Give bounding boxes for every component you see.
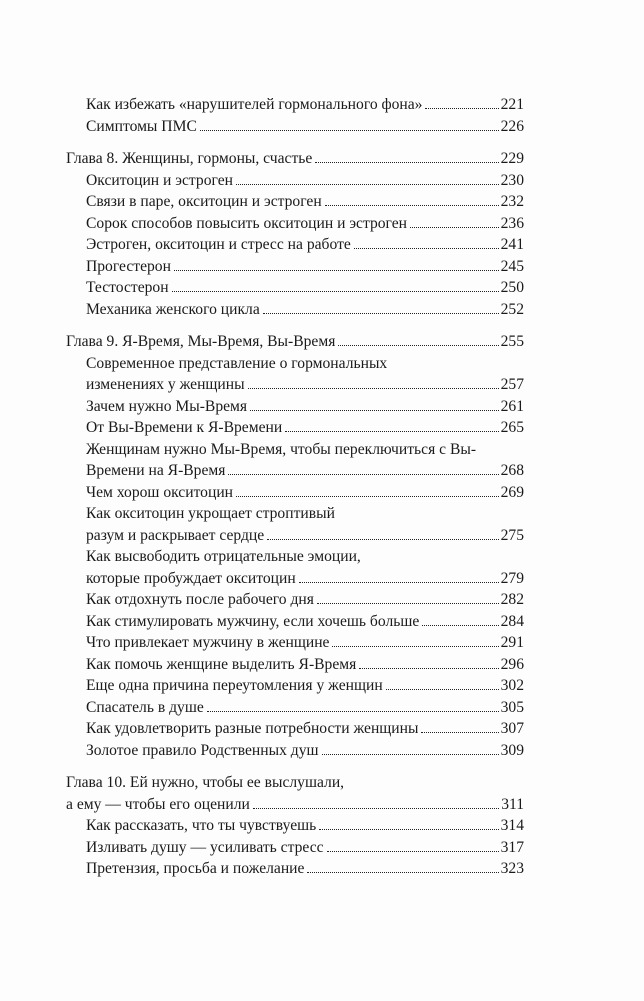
- toc-entry[interactable]: [66, 417, 524, 439]
- toc-entry-line: [86, 256, 524, 278]
- toc-entry-line: [86, 299, 524, 321]
- toc-entry[interactable]: [66, 697, 524, 719]
- toc-entry-line: [86, 697, 524, 719]
- toc-entry-line: [86, 632, 524, 654]
- page-number: 221: [500, 96, 524, 113]
- toc-entry-title: Тестостерон: [86, 279, 169, 296]
- toc-entry-line: [86, 482, 524, 504]
- dot-leader: [315, 162, 498, 163]
- toc-entry[interactable]: [66, 482, 524, 504]
- page-number: 252: [500, 300, 524, 318]
- toc-entry-title: Зачем нужно Мы-Время: [86, 397, 248, 415]
- toc-entry-title: а ему — чтобы его оценили: [66, 795, 250, 813]
- page-number: 307: [500, 720, 524, 737]
- section-gap: [66, 137, 524, 148]
- page-number: 317: [500, 838, 524, 856]
- page-number: 265: [500, 419, 524, 436]
- toc-entry-title: Глава 9. Я-Время, Мы-Время, Вы-Время: [66, 333, 336, 350]
- toc-entry-title: Золотое правило Родственных душ: [86, 741, 319, 759]
- toc-entry[interactable]: [66, 858, 524, 880]
- toc-entry[interactable]: [66, 654, 524, 676]
- page-number: 291: [500, 634, 524, 651]
- dot-leader: [410, 227, 499, 228]
- toc-entry-title-line: Современное представление о гормональных: [86, 354, 388, 372]
- toc-entry[interactable]: [66, 191, 524, 213]
- dot-leader: [421, 732, 498, 733]
- toc-entry-title: Претензия, просьба и пожелание: [86, 860, 305, 877]
- toc-entry-title: разум и раскрывает сердце: [86, 526, 265, 544]
- toc-entry-title: Связи в паре, окситоцин и эстроген: [86, 193, 322, 210]
- toc-entry[interactable]: [66, 718, 524, 740]
- toc-entry-line: [86, 654, 524, 676]
- toc-entry-line: [86, 213, 524, 235]
- toc-entry-title: Прогестерон: [86, 257, 171, 275]
- toc-entry-title: Глава 8. Женщины, гормоны, счастье: [66, 150, 313, 167]
- toc-entry-line: [86, 858, 524, 880]
- toc-chapter-entry[interactable]: [66, 331, 524, 353]
- toc-entry[interactable]: [66, 740, 524, 762]
- page-number: 323: [500, 860, 524, 877]
- page-number: 311: [501, 795, 524, 813]
- toc-entry-title: Эстроген, окситоцин и стресс на работе: [86, 236, 351, 253]
- toc-entry-title: Окситоцин и эстроген: [86, 171, 233, 189]
- toc-entry-line: [86, 568, 524, 590]
- toc-entry[interactable]: [66, 503, 524, 546]
- toc-entry-title: Как избежать «нарушителей гормонального фона»: [86, 96, 423, 113]
- dot-leader: [307, 872, 498, 873]
- dot-leader: [359, 668, 498, 669]
- toc-entry[interactable]: [66, 439, 524, 482]
- toc-entry-line: [66, 331, 524, 353]
- toc-entry[interactable]: [66, 299, 524, 321]
- page-number: 226: [500, 117, 524, 135]
- toc-chapter-entry[interactable]: [66, 772, 524, 815]
- page-number: 250: [500, 279, 524, 296]
- dot-leader: [236, 496, 499, 497]
- page-number: 245: [500, 257, 524, 275]
- page-number: 282: [500, 591, 524, 608]
- dot-leader: [327, 851, 499, 852]
- toc-entry-line: [86, 94, 524, 116]
- page-number: 230: [500, 171, 524, 189]
- toc-entry-title: Симптомы ПМС: [86, 117, 197, 135]
- dot-leader: [236, 184, 499, 185]
- toc-entry-title: Изливать душу — усиливать стресс: [86, 838, 324, 856]
- toc-entry-line: [86, 234, 524, 256]
- toc-entry-line: [66, 794, 524, 816]
- dot-leader: [250, 410, 499, 411]
- dot-leader: [263, 313, 499, 314]
- toc-entry-line: [86, 740, 524, 762]
- toc-entry-line: [86, 589, 524, 611]
- toc-entry[interactable]: [66, 170, 524, 192]
- toc-entry-title: Как помочь женщине выделить Я-Время: [86, 655, 357, 673]
- toc-entry[interactable]: [66, 546, 524, 589]
- toc-entry[interactable]: [66, 256, 524, 278]
- toc-entry[interactable]: [66, 94, 524, 116]
- page-number: 314: [500, 817, 524, 834]
- page-number: 302: [500, 677, 524, 694]
- page-number: 229: [500, 150, 524, 167]
- toc-entry-title-line: Женщинам нужно Мы-Время, чтобы переключиться с Вы-: [86, 440, 477, 458]
- toc-entry-title: Еще одна причина переутомления у женщин: [86, 677, 383, 694]
- dot-leader: [172, 291, 499, 292]
- toc-entry[interactable]: [66, 234, 524, 256]
- dot-leader: [332, 646, 498, 647]
- page-number: 275: [500, 526, 524, 544]
- toc-entry[interactable]: [66, 675, 524, 697]
- toc-entry-line: [86, 396, 524, 418]
- toc-entry-title: Чем хорош окситоцин: [86, 483, 234, 501]
- page-number: 255: [500, 333, 524, 350]
- toc-entry-line: [86, 611, 524, 633]
- toc-entry[interactable]: [66, 589, 524, 611]
- toc-entry-title: Как рассказать, что ты чувствуешь: [86, 817, 317, 834]
- dot-leader: [267, 539, 498, 540]
- toc-entry-line: [86, 191, 524, 213]
- page-number: 261: [500, 397, 524, 415]
- toc-entry-title: Что привлекает мужчину в женщине: [86, 634, 330, 651]
- toc-entry[interactable]: [66, 611, 524, 633]
- dot-leader: [200, 130, 499, 131]
- toc-entry[interactable]: [66, 632, 524, 654]
- dot-leader: [325, 205, 499, 206]
- dot-leader: [228, 474, 498, 475]
- toc-entry-title: изменениях у женщины: [86, 376, 245, 393]
- dot-leader: [386, 689, 499, 690]
- dot-leader: [317, 603, 499, 604]
- toc-entry-line: [86, 837, 524, 859]
- dot-leader: [253, 808, 499, 809]
- toc-entry[interactable]: [66, 815, 524, 837]
- toc-entry-line: [86, 815, 524, 837]
- dot-leader: [338, 345, 498, 346]
- toc-entry[interactable]: [66, 837, 524, 859]
- toc-entry-title: Времени на Я-Время: [86, 462, 226, 479]
- toc-entry-line: [86, 170, 524, 192]
- toc-entry[interactable]: [66, 277, 524, 299]
- page-number: 284: [500, 612, 524, 630]
- dot-leader: [422, 625, 498, 626]
- page-number: 241: [500, 236, 524, 253]
- dot-leader: [319, 829, 498, 830]
- toc-entry[interactable]: [66, 213, 524, 235]
- toc-entry-line: [86, 460, 524, 482]
- page-number: 268: [500, 462, 524, 479]
- toc-entry-title: Как удовлетворить разные потребности женщины: [86, 720, 419, 737]
- toc-entry[interactable]: [66, 353, 524, 396]
- toc-entry-title: Как стимулировать мужчину, если хочешь больше: [86, 612, 420, 630]
- toc-entry-title: Спасатель в душе: [86, 698, 204, 716]
- page-number: 309: [500, 741, 524, 759]
- toc-entry-line: [66, 148, 524, 170]
- dot-leader: [299, 582, 499, 583]
- dot-leader: [354, 248, 499, 249]
- toc-entry-title-line: Глава 10. Ей нужно, чтобы ее выслушали,: [66, 774, 345, 791]
- toc-entry-title: Механика женского цикла: [86, 300, 260, 318]
- section-gap: [66, 761, 524, 772]
- toc-entry[interactable]: [66, 396, 524, 418]
- dot-leader: [248, 388, 499, 389]
- dot-leader: [425, 108, 498, 109]
- toc-entry-line: [86, 718, 524, 740]
- page-number: 296: [500, 655, 524, 673]
- page-number: 269: [500, 483, 524, 501]
- page-number: 236: [500, 214, 524, 232]
- toc-entry-line: [86, 525, 524, 547]
- toc-entry[interactable]: [66, 116, 524, 138]
- toc-entry-title: Сорок способов повысить окситоцин и эстроген: [86, 214, 408, 232]
- toc-entry-title-line: Как окситоцин укрощает строптивый: [86, 505, 335, 522]
- toc-entry-title: которые пробуждает окситоцин: [86, 569, 296, 587]
- dot-leader: [174, 270, 499, 271]
- toc-entry-line: [86, 417, 524, 439]
- toc-entry-line: [86, 116, 524, 138]
- page-number: 305: [500, 698, 524, 716]
- dot-leader: [322, 754, 499, 755]
- toc-entry-line: [86, 675, 524, 697]
- toc-entry-title-line: Как высвободить отрицательные эмоции,: [86, 548, 361, 565]
- dot-leader: [285, 431, 498, 432]
- toc-entry-title: Как отдохнуть после рабочего дня: [86, 591, 314, 608]
- toc-entry-line: [86, 374, 524, 396]
- dot-leader: [207, 711, 499, 712]
- table-of-contents: [66, 94, 524, 880]
- page-number: 232: [500, 193, 524, 210]
- toc-entry-line: [86, 277, 524, 299]
- toc-entry-title: От Вы-Времени к Я-Времени: [86, 419, 283, 436]
- page-number: 257: [500, 376, 524, 393]
- toc-chapter-entry[interactable]: [66, 148, 524, 170]
- page-number: 279: [500, 569, 524, 587]
- section-gap: [66, 320, 524, 331]
